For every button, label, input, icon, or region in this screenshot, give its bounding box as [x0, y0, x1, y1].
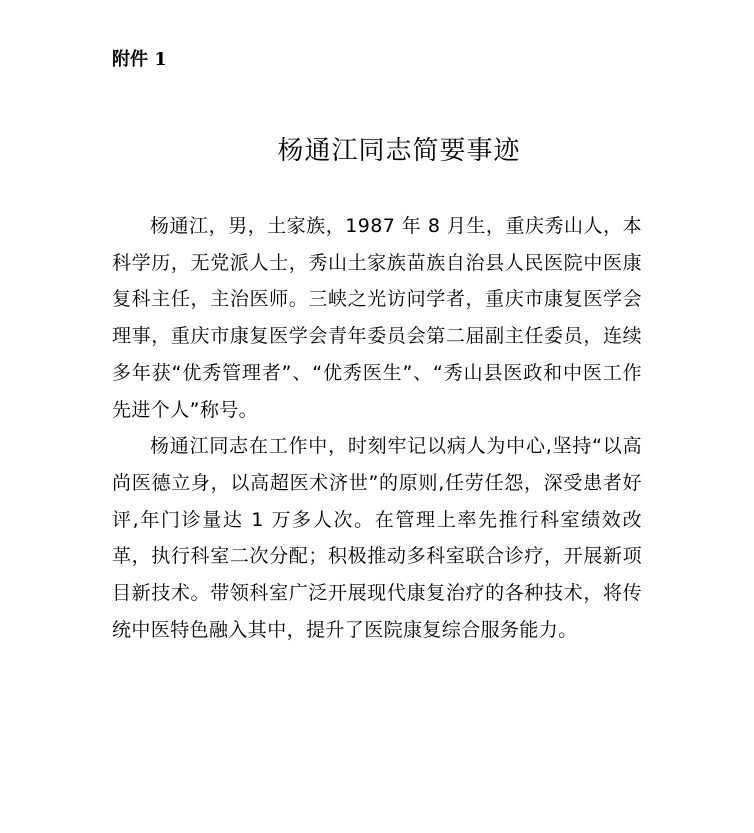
paragraph-work-deeds: 杨通江同志在工作中，时刻牢记以病人为中心,坚持“以高尚医德立身，以高超医术济世”的原则,任劳任怨，深受患者好评,年门诊量达 1 万多人次。在管理上率先推行科室绩效改革，执行科室二次分配；积极推动多科室联合诊疗，开展新项目新技术。带领科室广泛开展现代康复治疗的各种技术，将传统中医特色融入其中，提升了医院康复综合服务能力。 — [112, 435, 642, 641]
paragraph-profile: 杨通江，男，土家族，1987 年 8 月生，重庆秀山人，本科学历，无党派人士，秀山土家族苗族自治县人民医院中医康复科主任，主治医师。三峡之光访问学者，重庆市康复医学会理事，重庆市康复医学会青年委员会第二届副主任委员，连续多年获“优秀管理者”、“优秀医生”、“秀山县医政和中医工作先进个人”称号。 — [112, 215, 642, 421]
document-body — [112, 208, 642, 648]
attachment-label: 附件 1 — [112, 49, 167, 70]
document-title: 杨通江同志简要事迹 — [277, 136, 521, 166]
